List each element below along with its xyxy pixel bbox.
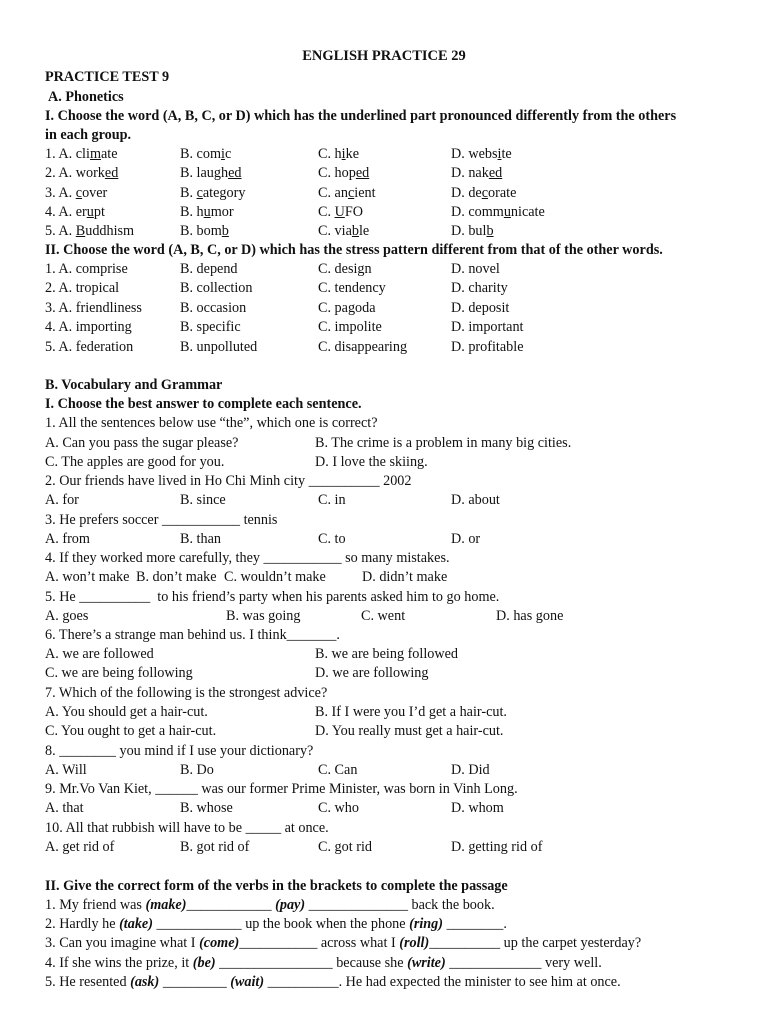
- question-6: 6. There’s a strange man behind us. I think_______.: [45, 627, 340, 643]
- phonetics-1-q1-option-b: [180, 145, 231, 164]
- q5-option-b: B. was going: [226, 608, 301, 624]
- s1-blank-1: ____________: [186, 897, 276, 913]
- q1-option-b: B. The crime is a problem in many big cities.: [315, 435, 572, 451]
- underlined-part: U: [334, 203, 345, 220]
- s4-mid: ________________ because she: [215, 955, 408, 971]
- phonetics-instruction-2: II. Choose the word (A, B, C, or D) which has the stress pattern different from that of the other words.: [45, 242, 663, 258]
- underlined-part: c: [481, 184, 489, 201]
- phonetics-1-q3-option-c: [318, 184, 376, 203]
- phonetics-2-q3-option-d: D. deposit: [451, 299, 510, 316]
- s2-verb-2: (ring): [409, 916, 444, 932]
- verb-sentence-3: [45, 934, 641, 953]
- option-text: D. de: [451, 184, 482, 201]
- phonetics-2-q2-option-a: 2. A. tropical: [45, 280, 120, 297]
- q6-option-b: B. we are being followed: [315, 646, 459, 662]
- phonetics-2-q3-option-b: B. occasion: [180, 299, 247, 316]
- question-1: 1. All the sentences below use “the”, which one is correct?: [45, 415, 378, 431]
- s4-verb-1: (be): [192, 955, 216, 971]
- question-3: 3. He prefers soccer ___________ tennis: [45, 512, 278, 528]
- phonetics-1-q2-option-c: [318, 164, 369, 183]
- q1-option-d: D. I love the skiing.: [315, 454, 428, 470]
- underlined-part: b: [486, 223, 494, 240]
- underlined-part: u: [86, 203, 94, 220]
- phonetics-2-q1-option-b: B. depend: [180, 261, 238, 277]
- option-text: C. via: [318, 223, 352, 240]
- s3-text: 3. Can you imagine what I: [45, 935, 200, 951]
- s5-mid: _________: [159, 974, 231, 990]
- option-text: mor: [210, 203, 234, 220]
- s4-verb-2: (write): [407, 955, 446, 971]
- phonetics-1-q1-option-c: [318, 145, 359, 164]
- q6-option-d: D. we are following: [315, 665, 429, 681]
- q7-option-d: D. You really must get a hair-cut.: [315, 723, 504, 739]
- underlined-part: ed: [355, 165, 370, 182]
- s5-verb-1: (ask): [130, 974, 160, 990]
- q4-option-c: C. wouldn’t make: [224, 569, 326, 585]
- phonetics-1-q3-option-a: [45, 184, 107, 203]
- option-text: uddhism: [85, 223, 135, 240]
- phonetics-1-q4-option-a: [45, 203, 105, 222]
- s4-tail: _____________ very well.: [445, 955, 602, 971]
- question-5: 5. He __________ to his friend’s party when his parents asked him to go home.: [45, 589, 500, 605]
- phonetics-1-q5-option-b: [180, 222, 229, 241]
- phonetics-2-q1-option-c: C. design: [318, 261, 372, 277]
- option-text: C. h: [318, 146, 342, 162]
- underlined-part: b: [221, 223, 229, 240]
- q7-option-b: B. If I were you I’d get a hair-cut.: [315, 704, 507, 720]
- test-title: PRACTICE TEST 9: [45, 69, 170, 85]
- section-b-heading: B. Vocabulary and Grammar: [45, 377, 223, 393]
- q4-option-a: A. won’t make: [45, 569, 130, 585]
- q8-option-a: A. Will: [45, 762, 87, 778]
- option-text: B. bom: [180, 223, 222, 240]
- q4-option-d: D. didn’t make: [362, 569, 448, 585]
- q10-option-b: B. got rid of: [180, 839, 250, 855]
- phonetics-2-q4-option-a: 4. A. importing: [45, 319, 132, 336]
- phonetics-2-q4-option-c: C. impolite: [318, 319, 382, 336]
- option-text: over: [82, 184, 108, 201]
- option-text: 3. A.: [45, 184, 76, 201]
- underlined-part: u: [203, 203, 211, 220]
- option-text: C. hop: [318, 165, 356, 182]
- s4-text: 4. If she wins the prize, it: [45, 955, 193, 971]
- option-text: FO: [344, 203, 363, 220]
- q10-option-a: A. get rid of: [45, 839, 115, 855]
- option-text: le: [358, 223, 370, 240]
- phonetics-1-q2-option-a: [45, 164, 118, 183]
- underlined-part: c: [196, 184, 203, 201]
- phonetics-2-q5-option-d: D. profitable: [451, 338, 524, 355]
- q10-option-d: D. getting rid of: [451, 839, 543, 855]
- q6-option-c: C. we are being following: [45, 665, 193, 681]
- s1-text: 1. My friend was: [45, 897, 146, 913]
- verb-sentence-2: [45, 915, 507, 934]
- phonetics-2-q2-option-c: C. tendency: [318, 280, 386, 297]
- s5-tail: __________. He had expected the minister to see him at once.: [264, 974, 621, 990]
- q8-option-c: C. Can: [318, 762, 358, 778]
- s1-verb-1: (make): [145, 897, 187, 913]
- underlined-part: ed: [104, 165, 119, 182]
- q7-option-a: A. You should get a hair-cut.: [45, 704, 208, 720]
- phonetics-1-q4-option-b: [180, 203, 234, 222]
- phonetics-2-q5-option-a: 5. A. federation: [45, 338, 134, 355]
- phonetics-1-q5-option-d: [451, 222, 494, 241]
- option-text: ient: [354, 184, 376, 201]
- option-text: orate: [488, 184, 517, 201]
- page-title: ENGLISH PRACTICE 29: [302, 48, 466, 64]
- phonetics-1-q2-option-d: [451, 164, 502, 183]
- option-text: pt: [93, 203, 105, 220]
- phonetics-1-q1-option-d: [451, 145, 512, 164]
- option-text: D. nak: [451, 165, 489, 182]
- phonetics-instruction-1b: in each group.: [45, 127, 132, 143]
- question-2: 2. Our friends have lived in Ho Chi Minh city __________ 2002: [45, 473, 412, 489]
- phonetics-2-q3-option-c: C. pagoda: [318, 299, 376, 316]
- s2-tail: ________.: [443, 916, 507, 932]
- s2-verb-1: (take): [119, 916, 153, 932]
- q8-option-b: B. Do: [180, 762, 214, 778]
- phonetics-1-q2-option-b: [180, 164, 241, 183]
- q9-option-d: D. whom: [451, 800, 504, 816]
- option-text: B. laugh: [180, 165, 229, 182]
- question-10: 10. All that rubbish will have to be _____ at once.: [45, 820, 329, 836]
- phonetics-2-q5-option-b: B. unpolluted: [180, 338, 258, 355]
- phonetics-1-q5-option-c: [318, 222, 369, 241]
- option-text: D. webs: [451, 146, 498, 162]
- question-8: 8. ________ you mind if I use your dictionary?: [45, 743, 314, 759]
- option-text: ategory: [202, 184, 246, 201]
- q5-option-a: A. goes: [45, 608, 89, 624]
- question-4: 4. If they worked more carefully, they ___________ so many mistakes.: [45, 550, 450, 566]
- s3-verb-2: (roll): [399, 935, 430, 951]
- underlined-part: c: [347, 184, 355, 201]
- s3-mid: ___________ across what I: [239, 935, 400, 951]
- option-text: C. an: [318, 184, 348, 201]
- q2-option-d: D. about: [451, 492, 500, 508]
- phonetics-1-q4-option-c: [318, 203, 363, 222]
- option-text: nicate: [510, 203, 545, 220]
- phonetics-2-q4-option-b: B. specific: [180, 319, 241, 336]
- q5-option-d: D. has gone: [496, 608, 564, 624]
- s5-verb-2: (wait): [230, 974, 265, 990]
- option-text: B. h: [180, 203, 204, 220]
- phonetics-2-q4-option-d: D. important: [451, 319, 524, 336]
- underlined-part: c: [75, 184, 83, 201]
- phonetics-1-q3-option-d: [451, 184, 516, 203]
- phonetics-1-q3-option-b: [180, 184, 245, 203]
- q6-option-a: A. we are followed: [45, 646, 154, 662]
- phonetics-2-q1-option-d: D. novel: [451, 261, 500, 277]
- vocab-instruction: I. Choose the best answer to complete each sentence.: [45, 396, 362, 412]
- option-text: D. comm: [451, 203, 504, 220]
- s1-verb-2: (pay): [275, 897, 306, 913]
- q5-option-c: C. went: [361, 608, 406, 624]
- verb-sentence-4: [45, 954, 602, 973]
- underlined-part: i: [341, 146, 346, 162]
- s2-text: 2. Hardly he: [45, 916, 120, 932]
- s5-text: 5. He resented: [45, 974, 131, 990]
- phonetics-instruction-1: I. Choose the word (A, B, C, or D) which has the underlined part pronounced differently from the others: [45, 108, 677, 124]
- verb-sentence-5: [45, 973, 621, 992]
- q9-option-b: B. whose: [180, 800, 233, 816]
- q4-option-b: B. don’t make: [136, 569, 217, 585]
- q2-option-b: B. since: [180, 492, 226, 508]
- q9-option-c: C. who: [318, 800, 359, 816]
- underlined-part: ed: [488, 165, 503, 182]
- q3-option-c: C. to: [318, 531, 346, 547]
- s1-tail: ______________ back the book.: [305, 897, 495, 913]
- phonetics-2-q5-option-c: C. disappearing: [318, 338, 408, 355]
- option-text: D. bul: [451, 223, 487, 240]
- underlined-part: b: [351, 223, 359, 240]
- phonetics-1-q5-option-a: [45, 222, 134, 241]
- option-text: 4. A. er: [45, 203, 87, 220]
- question-9: 9. Mr.Vo Van Kiet, ______ was our former Prime Minister, was born in Vinh Long.: [45, 781, 518, 797]
- option-text: B. com: [180, 146, 221, 162]
- underlined-part: i: [497, 146, 502, 162]
- phonetics-2-q2-option-d: D. charity: [451, 280, 508, 297]
- q2-option-a: A. for: [45, 492, 79, 508]
- verbs-instruction: II. Give the correct form of the verbs in the brackets to complete the passage: [45, 878, 508, 894]
- underlined-part: m: [89, 146, 101, 162]
- option-text: B.: [180, 184, 197, 201]
- q7-option-c: C. You ought to get a hair-cut.: [45, 723, 217, 739]
- q9-option-a: A. that: [45, 800, 84, 816]
- option-text: ke: [345, 146, 360, 162]
- s3-tail: __________ up the carpet yesterday?: [429, 935, 642, 951]
- option-text: c: [224, 146, 232, 162]
- option-text: 5. A.: [45, 223, 76, 240]
- question-7: 7. Which of the following is the strongest advice?: [45, 685, 328, 701]
- s2-mid: ____________ up the book when the phone: [152, 916, 410, 932]
- q2-option-c: C. in: [318, 492, 346, 508]
- option-text: C.: [318, 203, 335, 220]
- option-text: 1. A. cli: [45, 146, 90, 162]
- phonetics-1-q4-option-d: [451, 203, 545, 222]
- phonetics-2-q1-option-a: 1. A. comprise: [45, 261, 128, 277]
- q1-option-a: A. Can you pass the sugar please?: [45, 435, 239, 451]
- phonetics-2-q2-option-b: B. collection: [180, 280, 253, 297]
- option-text: 2. A. work: [45, 165, 105, 182]
- underlined-part: i: [220, 146, 225, 162]
- q10-option-c: C. got rid: [318, 839, 372, 855]
- q3-option-b: B. than: [180, 531, 221, 547]
- verb-sentence-1: [45, 896, 495, 915]
- q3-option-a: A. from: [45, 531, 90, 547]
- q8-option-d: D. Did: [451, 762, 490, 778]
- s3-verb-1: (come): [199, 935, 240, 951]
- underlined-part: B: [75, 223, 86, 240]
- phonetics-2-q3-option-a: 3. A. friendliness: [45, 299, 142, 316]
- option-text: ate: [100, 146, 118, 162]
- underlined-part: ed: [228, 165, 242, 182]
- option-text: te: [501, 146, 512, 162]
- phonetics-1-q1-option-a: [45, 145, 118, 164]
- q3-option-d: D. or: [451, 531, 481, 547]
- q1-option-c: C. The apples are good for you.: [45, 454, 225, 470]
- section-a-heading: A. Phonetics: [48, 89, 124, 105]
- underlined-part: u: [503, 203, 511, 220]
